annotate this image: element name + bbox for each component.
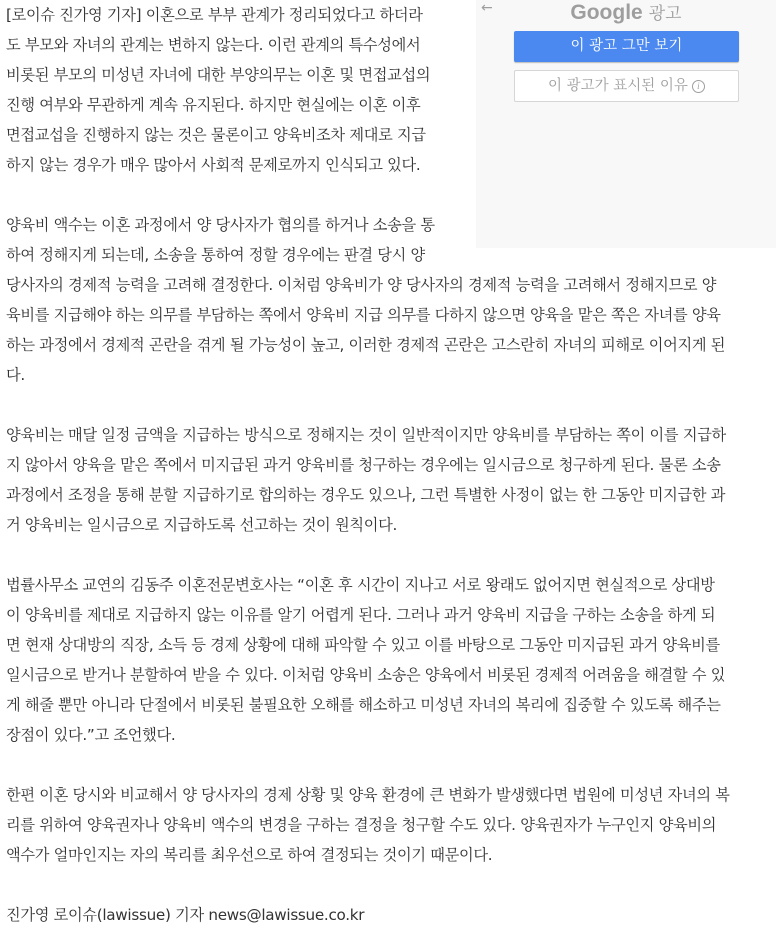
article-line: 하는 과정에서 경제적 곤란을 겪게 될 가능성이 높고, 이러한 경제적 곤란은 고스란히 자녀의 피해로 이어지게 된 — [6, 336, 726, 354]
article-line: 하지 않는 경우가 매우 많아서 사회적 문제로까지 인식되고 있다. — [6, 156, 421, 174]
article-line: 한편 이혼 당시와 비교해서 양 당사자의 경제 상황 및 양육 환경에 큰 변화가 발생했다면 법원에 미성년 자녀의 복 — [6, 786, 730, 804]
why-this-ad-button[interactable] — [514, 70, 739, 102]
article-line: 다. — [6, 366, 25, 384]
article-line: 양육비 액수는 이혼 과정에서 양 당사자가 협의를 하거나 소송을 통 — [6, 216, 435, 234]
why-this-ad-label: 이 광고가 표시된 이유 — [548, 78, 688, 94]
article-line: 일시금으로 받거나 분할하여 받을 수 있다. 이처럼 양육비 소송은 양육에서 비롯된 경제적 어려움을 해결할 수 있 — [6, 666, 726, 684]
arrow-left-icon[interactable]: ← — [481, 0, 493, 16]
article-line: 도 부모와 자녀의 관계는 변하지 않는다. 이런 관계의 특수성에서 — [6, 36, 421, 54]
ad-label: 광고 — [648, 4, 682, 24]
article-line: 게 해줄 뿐만 아니라 단절에서 비롯된 불필요한 오해를 해소하고 미성년 자녀의 복리에 집중할 수 있도록 해주는 — [6, 696, 721, 714]
article-line: 면접교섭을 진행하지 않는 것은 물론이고 양육비조차 제대로 지급 — [6, 126, 426, 144]
article-line: [로이슈 진가영 기자] 이혼으로 부부 관계가 정리되었다고 하더라 — [6, 6, 423, 24]
article-byline: 진가영 로이슈(lawissue) 기자 news@lawissue.co.kr — [6, 906, 365, 924]
article-line: 진행 여부와 무관하게 계속 유지된다. 하지만 현실에는 이혼 이후 — [6, 96, 421, 114]
article-line: 이 양육비를 제대로 지급하지 않는 이유를 알기 어렵게 된다. 그러나 과거 양육비 지급을 구하는 소송을 하게 되 — [6, 606, 716, 624]
google-ad-panel — [476, 0, 776, 248]
article-line: 법률사무소 교연의 김동주 이혼전문변호사는 “이혼 후 시간이 지나고 서로 왕래도 없어지면 현실적으로 상대방 — [6, 576, 715, 594]
article-paragraph — [6, 780, 781, 870]
info-icon: i — [692, 80, 705, 93]
article-line: 면 현재 상대방의 직장, 소득 등 경제 상황에 대해 파악할 수 있고 이를 바탕으로 그동안 미지급된 과거 양육비를 — [6, 636, 720, 654]
article-line: 거 양육비는 일시금으로 지급하도록 선고하는 것이 원칙이다. — [6, 516, 397, 534]
article-line: 당사자의 경제적 능력을 고려해 결정한다. 이처럼 양육비가 양 당사자의 경제적 능력을 고려해서 정해지므로 양 — [6, 276, 717, 294]
google-logo-text: Google — [570, 1, 643, 24]
article-line: 장점이 있다.”고 조언했다. — [6, 726, 176, 744]
article-line: 양육비는 매달 일정 금액을 지급하는 방식으로 정해지는 것이 일반적이지만 양육비를 부담하는 쪽이 이를 지급하 — [6, 426, 726, 444]
article-line: 과정에서 조정을 통해 분할 지급하기로 합의하는 경우도 있으나, 그런 특별한 사정이 없는 한 그동안 미지급한 과 — [6, 486, 726, 504]
article-line: 육비를 지급해야 하는 의무를 부담하는 쪽에서 양육비 지급 의무를 다하지 않으면 양육을 맡은 쪽은 자녀를 양육 — [6, 306, 721, 324]
article-line: 리를 위하여 양육권자나 양육비 액수의 변경을 구하는 결정을 청구할 수도 있다. 양육권자가 누구인지 양육비의 — [6, 816, 717, 834]
article-line: 비롯된 부모의 미성년 자녀에 대한 부양의무는 이혼 및 면접교섭의 — [6, 66, 431, 84]
article-paragraph — [6, 420, 781, 540]
article-line: 지 않아서 양육을 맡은 쪽에서 미지급된 과거 양육비를 청구하는 경우에는 일시금으로 청구하게 된다. 물론 소송 — [6, 456, 721, 474]
article-line: 액수가 얼마인지는 자의 복리를 최우선으로 하여 결정되는 것이기 때문이다. — [6, 846, 493, 864]
article-line: 하여 정해지게 되는데, 소송을 통하여 정할 경우에는 판결 당시 양 — [6, 246, 425, 264]
article-paragraph — [6, 570, 781, 750]
stop-seeing-ad-button[interactable]: 이 광고 그만 보기 — [514, 31, 739, 62]
ad-brand — [476, 0, 776, 27]
